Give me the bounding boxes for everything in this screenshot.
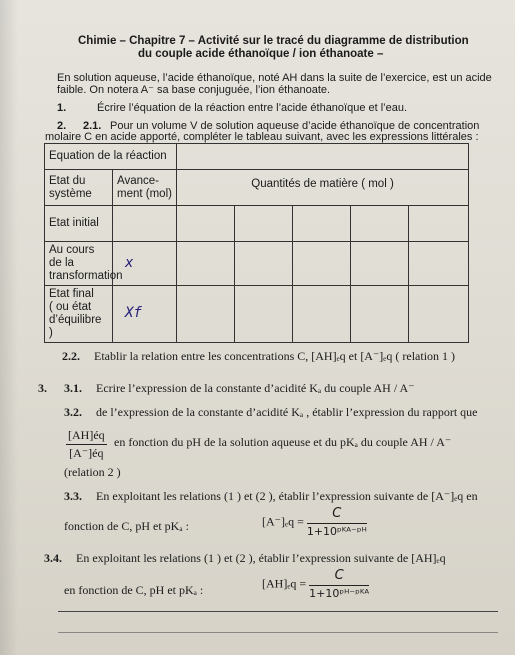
equation-cell[interactable] bbox=[177, 144, 469, 170]
ah-denominator: 1+10ᵖᴴ⁻ᵖᴷᴬ bbox=[309, 587, 370, 600]
quantity-header-label: Quantités de matière ( mol ) bbox=[251, 178, 394, 190]
initial-advance-cell[interactable] bbox=[113, 206, 177, 242]
a-minus-denominator: 1+10ᵖᴷᴬ⁻ᵖᴴ bbox=[306, 525, 367, 538]
handwritten-x: x bbox=[125, 254, 134, 271]
advance-header-l1: Avance- bbox=[117, 174, 159, 187]
final-qty-cell-2[interactable] bbox=[235, 286, 293, 343]
transformation-label-l1: Au cours de la bbox=[49, 244, 95, 269]
transfo-qty-cell-2[interactable] bbox=[235, 242, 293, 286]
initial-qty-cell-3[interactable] bbox=[293, 206, 351, 242]
advance-header-cell bbox=[113, 170, 177, 206]
q2-2-number: 2.2. bbox=[62, 349, 80, 363]
final-label-l2: ( ou état bbox=[49, 301, 92, 313]
transfo-qty-cell-4[interactable] bbox=[351, 242, 409, 286]
page-fold-shadow bbox=[0, 0, 18, 655]
initial-qty-cell-1[interactable] bbox=[177, 206, 235, 242]
q3-4-text: En exploitant les relations (1 ) et (2 ), établir l’expression suivante de [AH]ₑq bbox=[76, 551, 446, 565]
final-qty-cell-3[interactable] bbox=[293, 286, 351, 343]
q3-4-number: 3.4. bbox=[44, 551, 62, 565]
equation-header-cell bbox=[45, 144, 177, 170]
final-qty-cell-1[interactable] bbox=[177, 286, 235, 343]
intro-line-1: En solution aqueuse, l’acide éthanoïque, noté AH dans la suite de l’exercice, est un acide bbox=[57, 72, 492, 84]
ah-numerator: C bbox=[309, 568, 369, 586]
state-header-cell bbox=[45, 170, 113, 206]
ah-fraction bbox=[309, 568, 369, 600]
q1-text: Écrire l’équation de la réaction entre l’acide éthanoïque et l’eau. bbox=[97, 102, 408, 114]
initial-state-cell bbox=[45, 206, 113, 242]
relation-2-label: (relation 2 ) bbox=[64, 465, 121, 479]
state-header-l1: Etat du bbox=[49, 174, 86, 187]
state-header-l2: système bbox=[49, 187, 92, 200]
q3-1-number: 3.1. bbox=[64, 381, 82, 395]
advance-header-l2: ment (mol) bbox=[117, 187, 172, 200]
ah-lhs: [AH]ₑq = bbox=[262, 576, 307, 591]
q3-number: 3. bbox=[38, 381, 47, 395]
title-line-2: du couple acide éthanoïque / ion éthanoate – bbox=[138, 48, 384, 60]
handwritten-xf: Xf bbox=[125, 305, 142, 321]
transfo-qty-cell-1[interactable] bbox=[177, 242, 235, 286]
q3-2-number: 3.2. bbox=[64, 405, 82, 419]
final-advance-cell[interactable] bbox=[113, 286, 177, 343]
q2-1-number: 2.1. bbox=[83, 120, 102, 132]
bottom-rule bbox=[58, 611, 498, 612]
bottom-rule-faint bbox=[58, 632, 498, 633]
ratio-fraction bbox=[66, 428, 107, 461]
final-label-l3: d’équilibre ) bbox=[49, 314, 102, 339]
q3-2-after: en fonction du pH de la solution aqueuse et du pKₐ du couple AH / A⁻ bbox=[114, 435, 452, 449]
transfo-qty-cell-3[interactable] bbox=[293, 242, 351, 286]
q3-4-line-2: en fonction de C, pH et pKₐ : bbox=[64, 583, 204, 597]
a-minus-lhs: [A⁻]ₑq = bbox=[262, 514, 304, 529]
final-qty-cell-4[interactable] bbox=[351, 286, 409, 343]
quantity-header-cell bbox=[177, 170, 469, 206]
q3-3-number: 3.3. bbox=[64, 489, 82, 503]
initial-state-label: Etat initial bbox=[49, 217, 99, 229]
q1-number: 1. bbox=[57, 102, 67, 114]
q3-3-line-2: fonction de C, pH et pKₐ : bbox=[64, 519, 189, 533]
final-qty-cell-5[interactable] bbox=[409, 286, 469, 343]
q3-3-text: En exploitant les relations (1 ) et (2 ), établir l’expression suivante de [A⁻]ₑq en bbox=[96, 489, 478, 503]
final-label-l1: Etat final bbox=[49, 288, 94, 300]
a-minus-formula bbox=[262, 506, 367, 538]
intro-line-2: faible. On notera A⁻ sa base conjuguée, l’ion éthanoate. bbox=[57, 84, 331, 96]
equation-header-label: Equation de la réaction bbox=[49, 150, 167, 162]
q2-1-line-1: Pour un volume V de solution aqueuse d’acide éthanoïque de concentration bbox=[110, 120, 480, 132]
transformation-label-l2: transformation bbox=[49, 270, 123, 282]
ah-formula bbox=[262, 568, 369, 600]
q3-1-text: Ecrire l’expression de la constante d’acidité Kₐ du couple AH / A⁻ bbox=[96, 381, 415, 395]
progress-table bbox=[44, 143, 469, 343]
transformation-state-cell bbox=[45, 242, 123, 286]
a-minus-numerator: C bbox=[307, 506, 367, 524]
a-minus-fraction bbox=[307, 506, 367, 538]
q2-2-text: Etablir la relation entre les concentrations C, [AH]ₑq et [A⁻]ₑq ( relation 1 ) bbox=[94, 349, 456, 363]
initial-qty-cell-5[interactable] bbox=[409, 206, 469, 242]
final-state-cell bbox=[45, 286, 113, 343]
ratio-numerator: [AH]éq bbox=[66, 428, 107, 445]
initial-qty-cell-4[interactable] bbox=[351, 206, 409, 242]
q3-2-text: de l’expression de la constante d’acidité Kₐ , établir l’expression du rapport que bbox=[96, 405, 478, 419]
q2-number: 2. bbox=[57, 120, 67, 132]
ratio-denominator: [A⁻]éq bbox=[69, 446, 104, 460]
q2-1-line-2: molaire C en acide apporté, compléter le tableau suivant, avec les expressions littérales : bbox=[45, 131, 479, 143]
initial-qty-cell-2[interactable] bbox=[235, 206, 293, 242]
transfo-qty-cell-5[interactable] bbox=[409, 242, 469, 286]
title-line-1: Chimie – Chapitre 7 – Activité sur le tracé du diagramme de distribution bbox=[78, 35, 469, 47]
